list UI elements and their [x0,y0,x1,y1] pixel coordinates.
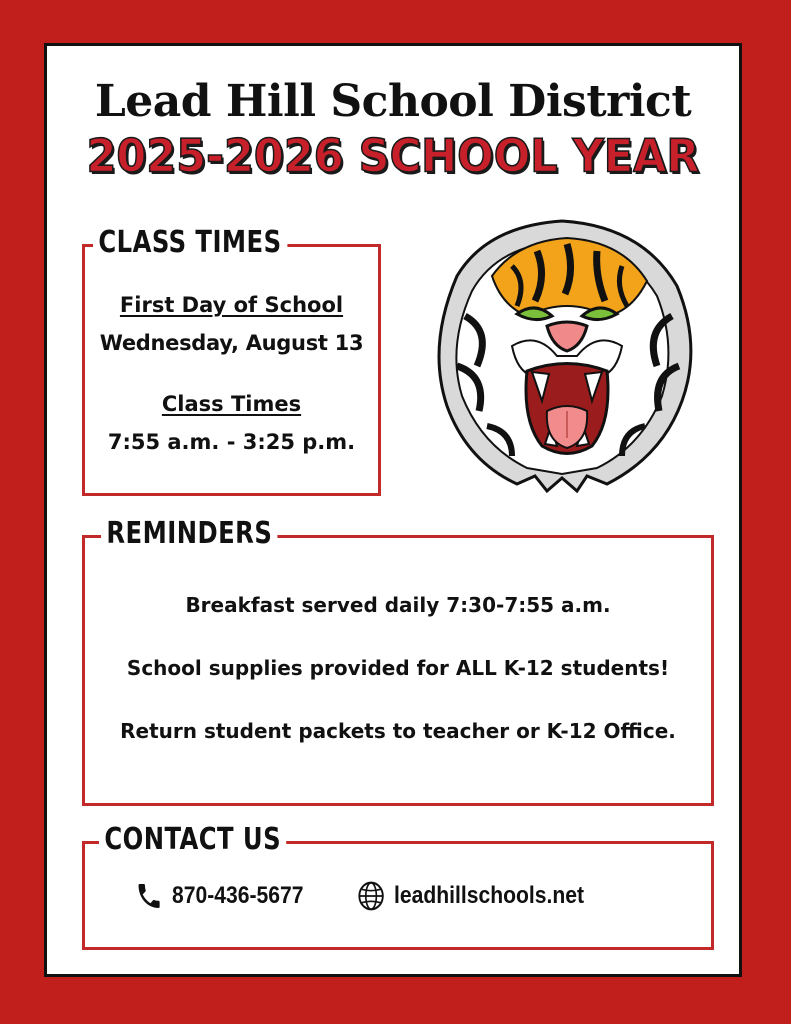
phone-number: 870-436-5677 [171,882,304,909]
first-day-heading: First Day of School [119,293,344,317]
globe-icon [357,880,385,912]
first-day-date: Wednesday, August 13 [99,331,364,355]
tiger-mascot-icon [417,206,707,496]
district-title: Lead Hill School District [94,76,692,127]
reminders-box [82,516,714,806]
reminder-item: School supplies provided for ALL K-12 students! [126,656,670,680]
contact-phone[interactable] [135,880,303,912]
class-times-heading: Class Times [161,392,302,416]
contact-website[interactable] [357,880,584,912]
reminder-item: Breakfast served daily 7:30-7:55 a.m. [185,593,611,617]
reminders-title: REMINDERS [101,517,278,551]
class-times-box [82,225,381,496]
class-times-title: CLASS TIMES [93,226,287,260]
school-year-title: 2025-2026 SCHOOL YEAR [86,130,700,184]
contact-title: CONTACT US [99,823,286,857]
website-link: leadhillschools.net [393,882,585,909]
reminder-item: Return student packets to teacher or K-12 Office. [120,719,676,743]
flyer-page [44,43,742,977]
class-times-value: 7:55 a.m. - 3:25 p.m. [107,430,356,454]
contact-box [82,822,714,950]
phone-icon [135,880,163,912]
